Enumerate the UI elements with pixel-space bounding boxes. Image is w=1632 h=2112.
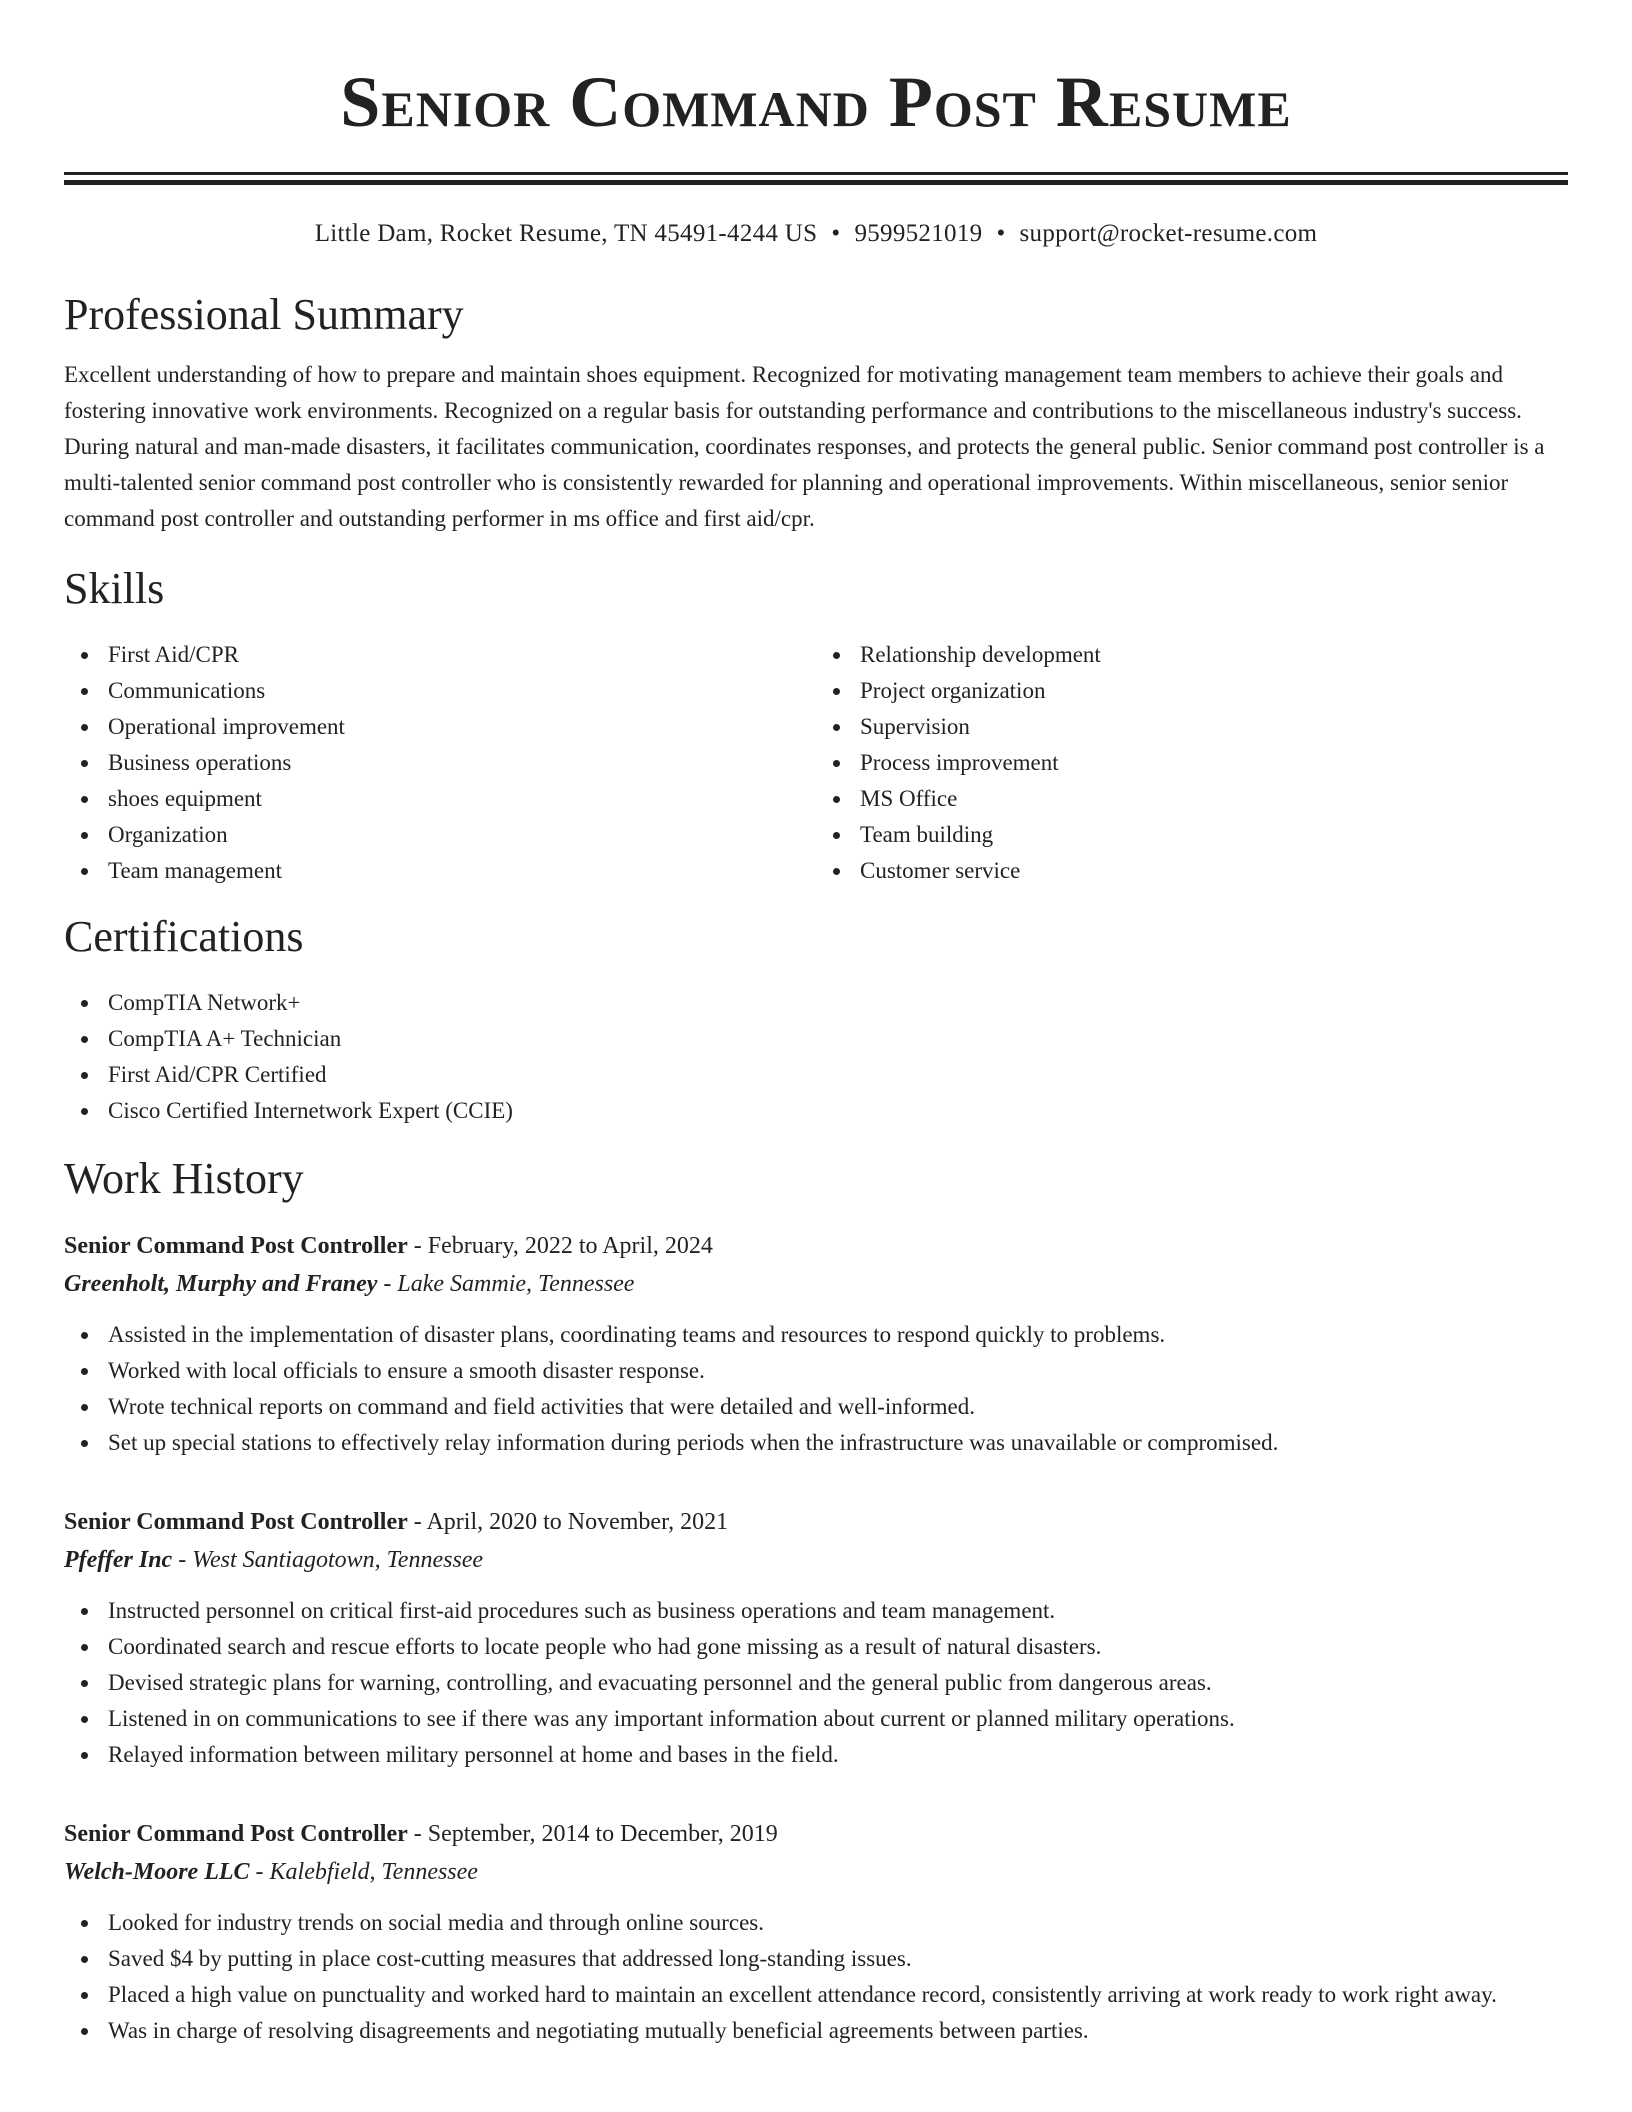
job-company-line: Welch-Moore LLC - Kalebfield, Tennessee [64,1859,478,1885]
certification-item: First Aid/CPR Certified [108,1057,1568,1093]
skills-columns [64,637,1568,889]
certifications-list [64,985,1568,1129]
job-bullet: Listened in on communications to see if there was any important information about current or planned military operations. [108,1701,1568,1737]
job-company: Greenholt, Murphy and Franey [64,1271,378,1297]
job-entry [64,1227,1568,1461]
job-bullet: Worked with local officials to ensure a smooth disaster response. [108,1353,1568,1389]
work-history-heading: Work History [64,1154,304,1203]
skill-item: Supervision [860,709,1568,745]
job-role: Senior Command Post Controller [64,1509,408,1535]
skill-item: Project organization [860,673,1568,709]
job-bullets [64,1593,1568,1773]
job-title-line: Senior Command Post Controller - April, 2020 to November, 2021 [64,1509,729,1535]
skill-item: First Aid/CPR [108,637,816,673]
job-location: Lake Sammie, Tennessee [397,1271,635,1297]
job-bullet: Assisted in the implementation of disaster plans, coordinating teams and resources to respond quickly to problems. [108,1317,1568,1353]
skill-item: Relationship development [860,637,1568,673]
contact-phone: 9599521019 [854,220,983,247]
skills-heading: Skills [64,564,165,613]
skill-item: Communications [108,673,816,709]
skills-list-right [816,637,1568,889]
skill-item: Team management [108,853,816,889]
skill-item: Process improvement [860,745,1568,781]
job-bullet: Coordinated search and rescue efforts to locate people who had gone missing as a result of natural disasters. [108,1629,1568,1665]
job-company: Pfeffer Inc [64,1547,173,1573]
skill-item: Customer service [860,853,1568,889]
skill-item: Organization [108,817,816,853]
job-role: Senior Command Post Controller [64,1821,408,1847]
job-bullet: Relayed information between military personnel at home and bases in the field. [108,1737,1568,1773]
job-bullet: Set up special stations to effectively relay information during periods when the infrastructure was unavailable or compromised. [108,1425,1568,1461]
skill-item: shoes equipment [108,781,816,817]
summary-heading: Professional Summary [64,290,464,339]
job-bullet: Instructed personnel on critical first-aid procedures such as business operations and team management. [108,1593,1568,1629]
title-divider [64,172,1568,185]
job-dates: September, 2014 to December, 2019 [427,1821,778,1847]
contact-separator: • [831,220,841,247]
skill-item: Business operations [108,745,816,781]
job-bullet: Devised strategic plans for warning, controlling, and evacuating personnel and the general public from dangerous areas. [108,1665,1568,1701]
job-dates: April, 2020 to November, 2021 [426,1509,729,1535]
skills-list-left [64,637,816,889]
summary-text: Excellent understanding of how to prepare and maintain shoes equipment. Recognized for motivating management team members to achieve their goals and fostering innovative work environments. Recognized on a regular basis for outstanding performance and contributions to the miscellaneous industry's success. During natural and man-made disasters, it facilitates communication, coordinates responses, and protects the general public. Senior command post controller is a multi-talented senior command post controller who is consistently rewarded for planning and operational improvements. Within miscellaneous, senior senior command post controller and outstanding performer in ms office and first aid/cpr. [64,362,1545,531]
job-role: Senior Command Post Controller [64,1233,408,1259]
skill-item: MS Office [860,781,1568,817]
skill-item: Operational improvement [108,709,816,745]
contact-email: support@rocket-resume.com [1019,220,1318,247]
job-bullets [64,1317,1568,1461]
job-bullet: Looked for industry trends on social media and through online sources. [108,1905,1568,1941]
job-location: Kalebfield, Tennessee [269,1859,478,1885]
skill-item: Team building [860,817,1568,853]
contact-line [64,217,1568,251]
job-bullets [64,1905,1568,2049]
job-company-line: Pfeffer Inc - West Santiagotown, Tennessee [64,1547,484,1573]
job-bullet: Wrote technical reports on command and field activities that were detailed and well-informed. [108,1389,1568,1425]
resume-title: Senior Command Post Resume [340,62,1292,142]
job-title-line: Senior Command Post Controller - September, 2014 to December, 2019 [64,1821,778,1847]
job-bullet: Placed a high value on punctuality and worked hard to maintain an excellent attendance record, consistently arriving at work ready to work right away. [108,1977,1568,2013]
job-dates: February, 2022 to April, 2024 [427,1233,713,1259]
certifications-heading: Certifications [64,912,304,961]
certification-item: CompTIA Network+ [108,985,1568,1021]
job-title-line: Senior Command Post Controller - February, 2022 to April, 2024 [64,1233,713,1259]
job-entry [64,1503,1568,1773]
job-bullet: Was in charge of resolving disagreements and negotiating mutually beneficial agreements between parties. [108,2013,1568,2049]
job-entry [64,1815,1568,2049]
job-company: Welch-Moore LLC [64,1859,250,1885]
job-bullet: Saved $4 by putting in place cost-cutting measures that addressed long-standing issues. [108,1941,1568,1977]
certification-item: CompTIA A+ Technician [108,1021,1568,1057]
job-company-line: Greenholt, Murphy and Franey - Lake Sammie, Tennessee [64,1271,635,1297]
contact-address: Little Dam, Rocket Resume, TN 45491-4244 US [314,220,818,247]
contact-separator: • [996,220,1006,247]
job-location: West Santiagotown, Tennessee [192,1547,484,1573]
certification-item: Cisco Certified Internetwork Expert (CCIE) [108,1093,1568,1129]
